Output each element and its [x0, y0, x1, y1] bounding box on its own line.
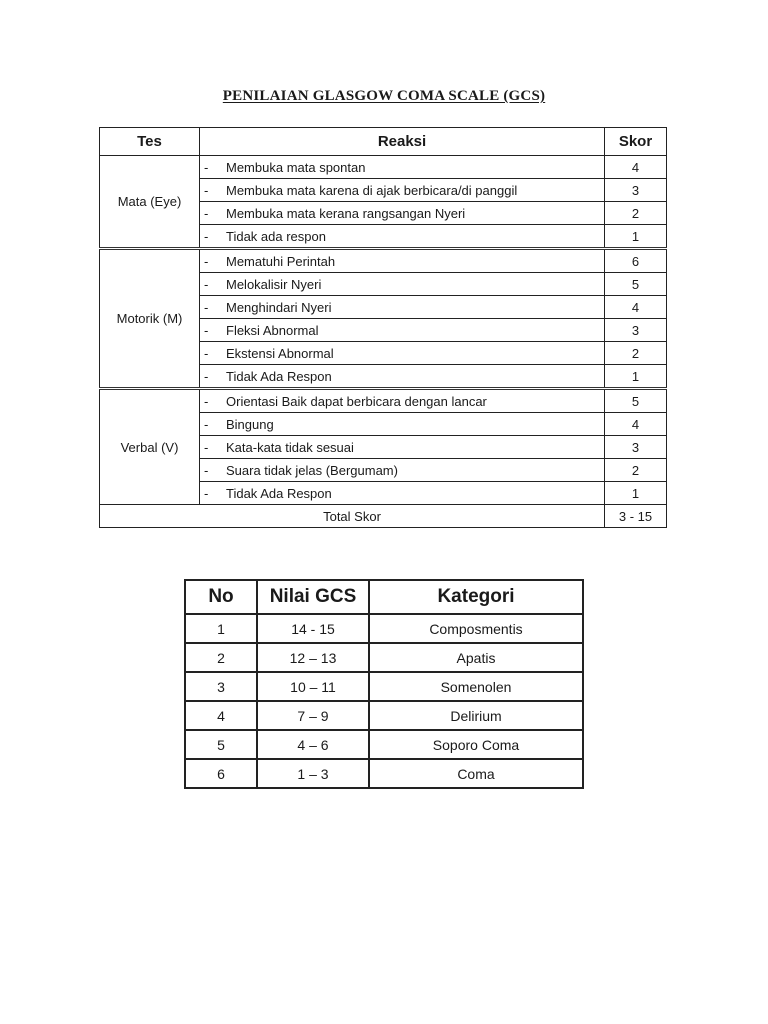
page-title-text: PENILAIAN GLASGOW COMA SCALE (GCS) — [222, 88, 546, 104]
kategori-cell: Soporo Coma — [369, 730, 583, 759]
header-reaksi: Reaksi — [200, 128, 605, 156]
kategori-cell: Coma — [369, 759, 583, 788]
table-row — [185, 643, 583, 672]
skor-cell: 1 — [605, 482, 667, 505]
nilai-cell: 12 – 13 — [257, 643, 369, 672]
reaksi-text: Orientasi Baik dapat berbicara dengan lancar — [226, 393, 487, 409]
reaksi-text: Mematuhi Perintah — [226, 253, 336, 269]
reaksi-text: Tidak ada respon — [226, 228, 326, 244]
skor-cell: 3 — [605, 179, 667, 202]
reaksi-cell — [200, 365, 605, 389]
reaksi-cell — [200, 273, 605, 296]
nilai-cell: 14 - 15 — [257, 614, 369, 643]
group-verbal — [100, 389, 667, 505]
dash: - — [204, 345, 209, 361]
category-header-row — [185, 580, 583, 614]
reaksi-text: Tidak Ada Respon — [226, 368, 332, 384]
table-row — [100, 249, 667, 273]
skor-cell: 4 — [605, 296, 667, 319]
total-row — [100, 505, 667, 528]
reaksi-cell — [200, 482, 605, 505]
reaksi-text: Membuka mata karena di ajak berbicara/di panggil — [226, 182, 518, 198]
dash: - — [204, 485, 209, 501]
reaksi-text: Membuka mata spontan — [226, 159, 366, 175]
reaksi-text: Kata-kata tidak sesuai — [226, 439, 354, 455]
dash: - — [204, 182, 209, 198]
table-row — [185, 701, 583, 730]
reaksi-cell — [200, 179, 605, 202]
skor-cell: 4 — [605, 413, 667, 436]
skor-cell: 1 — [605, 225, 667, 249]
reaksi-cell — [200, 342, 605, 365]
no-cell: 2 — [185, 643, 257, 672]
skor-cell: 3 — [605, 436, 667, 459]
reaksi-cell — [200, 296, 605, 319]
nilai-cell: 4 – 6 — [257, 730, 369, 759]
total-value: 3 - 15 — [605, 505, 667, 528]
kategori-cell: Delirium — [369, 701, 583, 730]
header-nilai-gcs: Nilai GCS — [257, 580, 369, 614]
tes-label: Mata (Eye) — [100, 156, 200, 249]
no-cell: 3 — [185, 672, 257, 701]
kategori-cell: Composmentis — [369, 614, 583, 643]
skor-cell: 5 — [605, 389, 667, 413]
reaksi-cell — [200, 436, 605, 459]
skor-cell: 5 — [605, 273, 667, 296]
no-cell: 1 — [185, 614, 257, 643]
no-cell: 6 — [185, 759, 257, 788]
kategori-cell: Somenolen — [369, 672, 583, 701]
reaksi-cell — [200, 249, 605, 273]
dash: - — [204, 322, 209, 338]
nilai-cell: 7 – 9 — [257, 701, 369, 730]
table-row — [100, 389, 667, 413]
reaksi-text: Tidak Ada Respon — [226, 485, 332, 501]
skor-cell: 2 — [605, 342, 667, 365]
dash: - — [204, 368, 209, 384]
reaksi-text: Melokalisir Nyeri — [226, 276, 322, 292]
reaksi-cell — [200, 225, 605, 249]
table-row — [185, 614, 583, 643]
header-skor: Skor — [605, 128, 667, 156]
nilai-cell: 10 – 11 — [257, 672, 369, 701]
tes-label: Verbal (V) — [100, 389, 200, 505]
reaksi-cell — [200, 413, 605, 436]
no-cell: 5 — [185, 730, 257, 759]
total-label: Total Skor — [100, 505, 605, 528]
header-tes: Tes — [100, 128, 200, 156]
skor-cell: 3 — [605, 319, 667, 342]
dash: - — [204, 205, 209, 221]
gcs-table — [99, 127, 667, 528]
dash: - — [204, 416, 209, 432]
reaksi-text: Ekstensi Abnormal — [226, 345, 334, 361]
nilai-cell: 1 – 3 — [257, 759, 369, 788]
header-kategori: Kategori — [369, 580, 583, 614]
dash: - — [204, 276, 209, 292]
reaksi-cell — [200, 202, 605, 225]
tes-label: Motorik (M) — [100, 249, 200, 389]
reaksi-cell — [200, 389, 605, 413]
dash: - — [204, 439, 209, 455]
group-motorik — [100, 249, 667, 389]
skor-cell: 4 — [605, 156, 667, 179]
reaksi-text: Bingung — [226, 416, 274, 432]
reaksi-text: Fleksi Abnormal — [226, 322, 319, 338]
dash: - — [204, 299, 209, 315]
dash: - — [204, 228, 209, 244]
skor-cell: 2 — [605, 202, 667, 225]
reaksi-text: Suara tidak jelas (Bergumam) — [226, 462, 398, 478]
gcs-header-row — [100, 128, 667, 156]
dash: - — [204, 393, 209, 409]
reaksi-cell — [200, 319, 605, 342]
table-row — [185, 759, 583, 788]
page-title — [0, 88, 768, 105]
skor-cell: 6 — [605, 249, 667, 273]
table-row — [185, 730, 583, 759]
kategori-cell: Apatis — [369, 643, 583, 672]
category-table — [184, 579, 584, 789]
reaksi-text: Menghindari Nyeri — [226, 299, 332, 315]
reaksi-cell — [200, 459, 605, 482]
header-no: No — [185, 580, 257, 614]
dash: - — [204, 253, 209, 269]
no-cell: 4 — [185, 701, 257, 730]
dash: - — [204, 159, 209, 175]
skor-cell: 2 — [605, 459, 667, 482]
dash: - — [204, 462, 209, 478]
table-row — [185, 672, 583, 701]
table-row — [100, 156, 667, 179]
group-mata — [100, 156, 667, 249]
skor-cell: 1 — [605, 365, 667, 389]
reaksi-text: Membuka mata kerana rangsangan Nyeri — [226, 205, 466, 221]
reaksi-cell — [200, 156, 605, 179]
